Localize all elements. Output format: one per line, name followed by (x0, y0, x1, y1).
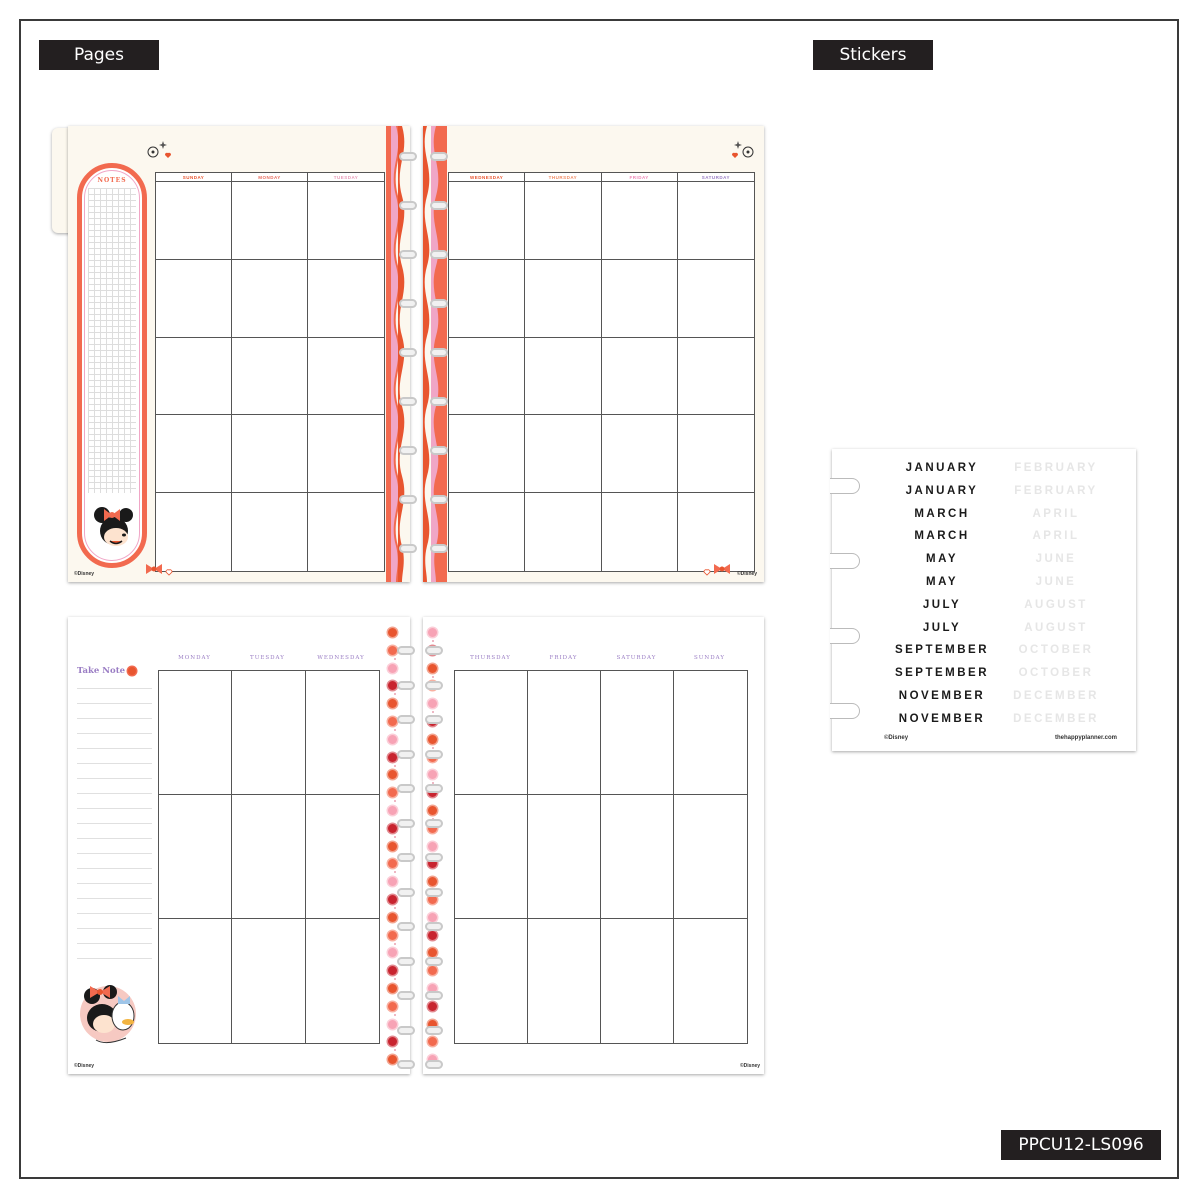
minnie-mouse-illustration (88, 503, 138, 553)
binder-ring (425, 991, 443, 1000)
week-cell (455, 795, 528, 919)
binder-ring (397, 784, 415, 793)
flower-icon (388, 1002, 397, 1011)
binder-ring (425, 1026, 443, 1035)
flower-icon (428, 735, 437, 744)
flower-doodle-icon (143, 138, 173, 162)
day-header: TUESDAY (250, 655, 285, 661)
calendar-cell (602, 415, 678, 493)
binder-ring (399, 299, 417, 308)
flower-icon (428, 931, 437, 940)
calendar-cell (449, 493, 525, 571)
sku-label: PPCU12-LS096 (1001, 1130, 1161, 1160)
day-header: FRIDAY (549, 655, 578, 661)
calendar-cell (525, 338, 601, 416)
flower-icon (428, 913, 437, 922)
dot-decoration (394, 836, 396, 838)
week-cell (306, 919, 379, 1043)
day-header: SATURDAY (678, 173, 754, 182)
binder-ring (430, 544, 448, 553)
month-sticker: AUGUST (1024, 621, 1088, 634)
binder-ring (397, 819, 415, 828)
note-line (77, 898, 152, 899)
flower-icon (428, 628, 437, 637)
binder-ring (399, 348, 417, 357)
month-sticker: FEBRUARY (1014, 462, 1098, 474)
month-sticker: APRIL (1032, 507, 1080, 520)
flower-icon (428, 664, 437, 673)
flower-icon (388, 913, 397, 922)
day-header: SUNDAY (156, 173, 232, 182)
binder-ring (399, 250, 417, 259)
month-sticker: AUGUST (1024, 598, 1088, 611)
week-cell (232, 795, 305, 919)
calendar-cell (678, 415, 754, 493)
binder-ring (397, 646, 415, 655)
month-sticker: JULY (922, 598, 962, 611)
copyright-text: ©Disney (74, 1063, 95, 1069)
flower-icon (388, 735, 397, 744)
flower-icon (388, 646, 397, 655)
flower-icon (428, 1002, 437, 1011)
flower-icon (388, 717, 397, 726)
week-cell (306, 795, 379, 919)
note-line (77, 703, 152, 704)
note-line (77, 928, 152, 929)
week-cell (674, 795, 747, 919)
calendar-cell (308, 338, 384, 416)
note-line (77, 763, 152, 764)
calendar-cell (156, 415, 232, 493)
flower-icon (388, 895, 397, 904)
day-header: MONDAY (232, 173, 308, 182)
day-header: THURSDAY (470, 655, 511, 661)
calendar-cell (308, 182, 384, 260)
copyright-text: ©Disney (884, 735, 909, 741)
notes-title: NOTES (97, 177, 127, 184)
binder-ring (430, 446, 448, 455)
flower-icon (388, 824, 397, 833)
week-cell (455, 671, 528, 795)
dot-decoration (394, 907, 396, 909)
monthly-left-grid (155, 172, 385, 572)
month-sticker: MARCH (914, 530, 970, 543)
weekly-left-grid (158, 670, 380, 1044)
calendar-cell (525, 260, 601, 338)
day-header: SUNDAY (693, 655, 725, 661)
note-line (77, 853, 152, 854)
binder-ring (430, 495, 448, 504)
calendar-cell (678, 338, 754, 416)
binder-ring (425, 853, 443, 862)
calendar-cell (602, 493, 678, 571)
sticker-hole (830, 478, 860, 494)
month-sticker: MAY (926, 576, 958, 588)
calendar-cell (156, 182, 232, 260)
calendar-cell (678, 260, 754, 338)
binder-ring (425, 715, 443, 724)
calendar-cell (232, 182, 308, 260)
bow-icon (140, 560, 176, 578)
binder-ring (397, 991, 415, 1000)
binder-ring (430, 250, 448, 259)
month-sticker: DECEMBER (1013, 690, 1099, 702)
dot-decoration (432, 640, 434, 642)
binder-ring (399, 201, 417, 210)
month-sticker: OCTOBER (1018, 644, 1094, 657)
binder-ring (399, 544, 417, 553)
flower-icon (388, 806, 397, 815)
note-line (77, 688, 152, 689)
month-sticker: APRIL (1032, 530, 1080, 543)
binder-ring (425, 784, 443, 793)
calendar-cell (449, 260, 525, 338)
flower-icon (428, 842, 437, 851)
calendar-cell (449, 415, 525, 493)
calendar-cell (525, 493, 601, 571)
week-cell (601, 671, 674, 795)
month-sticker: JUNE (1035, 553, 1077, 566)
month-sticker: NOVEMBER (898, 712, 986, 725)
note-line (77, 718, 152, 719)
calendar-cell (156, 338, 232, 416)
week-cell (232, 671, 305, 795)
binder-ring (430, 299, 448, 308)
note-line (77, 883, 152, 884)
flower-icon (128, 667, 136, 675)
note-line (77, 748, 152, 749)
dot-decoration (394, 765, 396, 767)
week-cell (159, 671, 232, 795)
calendar-cell (232, 338, 308, 416)
dot-decoration (394, 1014, 396, 1016)
note-line (77, 733, 152, 734)
copyright-text: ©Disney (74, 571, 95, 577)
dot-decoration (394, 943, 396, 945)
calendar-cell (232, 260, 308, 338)
calendar-cell (678, 182, 754, 260)
stickers-label: Stickers (813, 40, 933, 70)
binder-ring (425, 681, 443, 690)
calendar-cell (232, 415, 308, 493)
week-cell (528, 795, 601, 919)
binder-ring (430, 201, 448, 210)
binder-ring (425, 957, 443, 966)
binder-ring (397, 750, 415, 759)
take-note-label: Take Note (77, 666, 126, 676)
binder-ring (397, 853, 415, 862)
binder-ring (397, 681, 415, 690)
week-cell (159, 795, 232, 919)
day-header: TUESDAY (308, 173, 384, 182)
week-cell (528, 671, 601, 795)
note-line (77, 838, 152, 839)
calendar-cell (156, 260, 232, 338)
note-line (77, 913, 152, 914)
note-line (77, 778, 152, 779)
binder-ring (397, 715, 415, 724)
binder-ring (399, 397, 417, 406)
binder-ring (397, 922, 415, 931)
calendar-cell (525, 415, 601, 493)
calendar-cell (232, 493, 308, 571)
flower-icon (388, 931, 397, 940)
week-cell (601, 795, 674, 919)
notes-panel (77, 163, 147, 568)
flower-icon (388, 842, 397, 851)
week-cell (674, 671, 747, 795)
day-header: MONDAY (178, 655, 211, 661)
week-cell (455, 919, 528, 1043)
binder-ring (397, 1060, 415, 1069)
month-sticker: JANUARY (905, 484, 979, 497)
day-header: WEDNESDAY (449, 173, 525, 182)
note-line (77, 943, 152, 944)
month-sticker: OCTOBER (1018, 667, 1094, 680)
sticker-hole (830, 628, 860, 644)
calendar-cell (449, 338, 525, 416)
flower-icon (388, 628, 397, 637)
month-sticker: SEPTEMBER (894, 644, 990, 657)
binder-ring (399, 446, 417, 455)
binder-ring (425, 888, 443, 897)
week-cell (159, 919, 232, 1043)
flower-icon (428, 806, 437, 815)
day-header: SATURDAY (616, 655, 657, 661)
sticker-hole (830, 553, 860, 569)
binder-ring (397, 888, 415, 897)
calendar-cell (308, 493, 384, 571)
binder-ring (425, 819, 443, 828)
weekly-right-grid (454, 670, 748, 1044)
flower-icon (388, 984, 397, 993)
binder-ring (399, 152, 417, 161)
day-header: FRIDAY (602, 173, 678, 182)
flower-icon (388, 664, 397, 673)
note-line (77, 868, 152, 869)
day-header: THURSDAY (525, 173, 601, 182)
binder-ring (430, 397, 448, 406)
month-sticker: DECEMBER (1013, 712, 1099, 725)
note-line (77, 793, 152, 794)
month-sticker: MAY (926, 553, 958, 566)
minnie-daisy-illustration (76, 978, 142, 1048)
sticker-hole (830, 703, 860, 719)
month-sticker: JANUARY (905, 462, 979, 474)
calendar-cell (525, 182, 601, 260)
month-sticker: JULY (922, 621, 962, 634)
month-sticker: SEPTEMBER (894, 667, 990, 680)
day-header: WEDNESDAY (317, 655, 365, 661)
note-line (77, 958, 152, 959)
note-line (77, 808, 152, 809)
notes-grid (88, 188, 136, 493)
calendar-cell (449, 182, 525, 260)
month-sticker: NOVEMBER (898, 690, 986, 702)
week-cell (601, 919, 674, 1043)
binder-ring (399, 495, 417, 504)
week-cell (674, 919, 747, 1043)
dot-decoration (432, 747, 434, 749)
month-sticker: FEBRUARY (1014, 484, 1098, 497)
binder-ring (397, 1026, 415, 1035)
month-sticker: JUNE (1035, 576, 1077, 588)
flower-icon (388, 1020, 397, 1029)
monthly-right-grid (448, 172, 755, 572)
dot-decoration (394, 658, 396, 660)
calendar-cell (602, 338, 678, 416)
binder-ring (430, 152, 448, 161)
flower-icon (388, 753, 397, 762)
week-cell (232, 919, 305, 1043)
week-cell (528, 919, 601, 1043)
bow-icon (700, 560, 736, 578)
dot-decoration (394, 729, 396, 731)
binder-ring (425, 750, 443, 759)
pages-label: Pages (39, 40, 159, 70)
note-line (77, 823, 152, 824)
calendar-cell (602, 182, 678, 260)
flower-doodle-icon (728, 138, 758, 162)
dot-decoration (432, 676, 434, 678)
website-text: thehappyplanner.com (1055, 735, 1118, 741)
binder-ring (425, 646, 443, 655)
copyright-text: ©Disney (740, 1063, 761, 1069)
month-sticker: MARCH (914, 507, 970, 520)
take-note-heading (77, 666, 136, 676)
binder-ring (425, 922, 443, 931)
calendar-cell (308, 415, 384, 493)
calendar-cell (602, 260, 678, 338)
calendar-cell (308, 260, 384, 338)
binder-ring (397, 957, 415, 966)
binder-ring (425, 1060, 443, 1069)
binder-ring (430, 348, 448, 357)
copyright-text: ©Disney (737, 571, 758, 577)
week-cell (306, 671, 379, 795)
